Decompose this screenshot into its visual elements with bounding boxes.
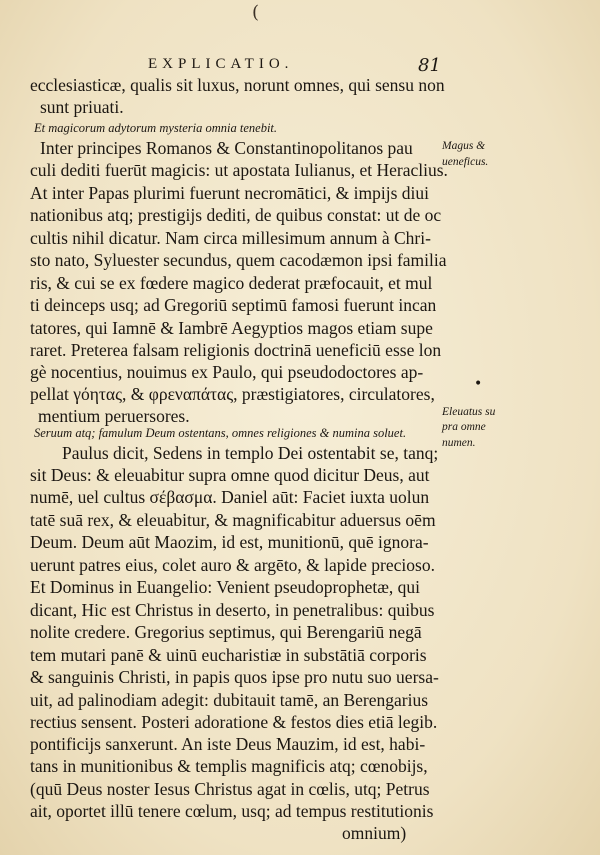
text-line: ti deinceps usq; ad Gregoriū septimū famosi fuerunt incan bbox=[30, 295, 437, 315]
text-line: dicant, Hic est Christus in deserto, in penetralibus: quibus bbox=[30, 600, 435, 620]
text-line: sit Deus: & eleuabitur supra omne quod dicitur Deus, aut bbox=[30, 465, 430, 485]
text-line: (quū Deus noster Iesus Christus agat in cœlis, utq; Petrus bbox=[30, 779, 430, 799]
text-line: At inter Papas plurimi fuerunt necromātici, & impijs diui bbox=[30, 183, 430, 203]
text-line: numē, uel cultus σέβασμα. Daniel aūt: Faciet iuxta uolun bbox=[30, 487, 430, 507]
text-line: pontificijs sanxerunt. An iste Deus Mauzim, id est, habi- bbox=[30, 734, 426, 754]
text-line: ris, & cui se ex fœdere magico dederat præfocauit, et mul bbox=[30, 273, 433, 293]
text-line: omnium) bbox=[342, 823, 407, 843]
text-line: uit, ad palinodiam adegit: dubitauit tamē, an Berengarius bbox=[30, 690, 429, 710]
text-line: Et Dominus in Euangelio: Venient pseudoprophetæ, qui bbox=[30, 577, 420, 597]
folio-number: 81 bbox=[418, 55, 441, 76]
text-line: uerunt patres eius, colet auro & argēto, & lapide precioso. bbox=[30, 555, 435, 575]
text-line: ecclesiasticæ, qualis sit luxus, norunt omnes, qui sensu non bbox=[30, 75, 445, 95]
text-line: rectius sensent. Posteri adoratione & festos dies etiā legib. bbox=[30, 712, 438, 732]
margin-note: numen. bbox=[442, 437, 476, 449]
text-line: gè nocentius, nouimus ex Paulo, qui pseudodoctores ap- bbox=[30, 362, 424, 382]
text-line: tans in munitionibus & templis magnificis atq; cœnobijs, bbox=[30, 756, 428, 776]
text-line: sto nato, Syluester secundus, quem cacodæmon ipsi familia bbox=[30, 250, 447, 270]
text-line: tem mutari panē & uinū eucharistiæ in substātiā corporis bbox=[30, 645, 427, 665]
text-line: Paulus dicit, Sedens in templo Dei ostentabit se, tanq; bbox=[62, 443, 439, 463]
running-head: EXPLICATIO. bbox=[148, 56, 294, 72]
stray-mark: • bbox=[474, 376, 483, 392]
text-line: nolite credere. Gregorius septimus, qui Berengariū negā bbox=[30, 622, 422, 642]
text-line: Inter principes Romanos & Constantinopolitanos pau bbox=[40, 138, 413, 158]
margin-note: Magus & bbox=[442, 140, 486, 152]
text-line: ait, oportet illū tenere cœlum, usq; ad tempus restitutionis bbox=[30, 801, 434, 821]
margin-note: ueneficus. bbox=[442, 156, 489, 168]
text-line: nationibus atq; prestigijs dediti, de quibus constat: ut de oc bbox=[30, 205, 442, 225]
section-heading: Seruum atq; famulum Deum ostentans, omnes religiones & numina soluet. bbox=[34, 426, 407, 440]
text-line: tatores, qui Iamnē & Iambrē Aegyptios magos etiam supe bbox=[30, 318, 433, 338]
margin-note: pra omne bbox=[442, 421, 486, 433]
text-line: tatē suā rex, & eleuabitur, & magnificabitur aduersus oēm bbox=[30, 510, 436, 530]
text-line: pellat γόητας, & φρεναπάτας, præstigiatores, circulatores, bbox=[30, 384, 435, 404]
section-heading: Et magicorum adytorum mysteria omnia tenebit. bbox=[34, 121, 278, 135]
text-line: cultis nihil dicatur. Nam circa millesimum annum à Chri- bbox=[30, 228, 431, 248]
text-line: Deum. Deum aūt Maozim, id est, munitionū, quē ignora- bbox=[30, 532, 429, 552]
text-line: raret. Preterea falsam religionis doctrinā ueneficiū esse lon bbox=[30, 340, 442, 360]
text-line: sunt priuati. bbox=[40, 97, 124, 117]
text-line: culi dediti fuerūt magicis: ut apostata Iulianus, et Heraclius. bbox=[30, 160, 448, 180]
text-line: & sanguinis Christi, in papis quos ipse pro nutu suo uersa- bbox=[30, 667, 439, 687]
page-top-mark: ( bbox=[252, 2, 260, 23]
margin-note: Eleuatus su bbox=[442, 406, 496, 418]
text-line: mentium peruersores. bbox=[38, 406, 190, 426]
